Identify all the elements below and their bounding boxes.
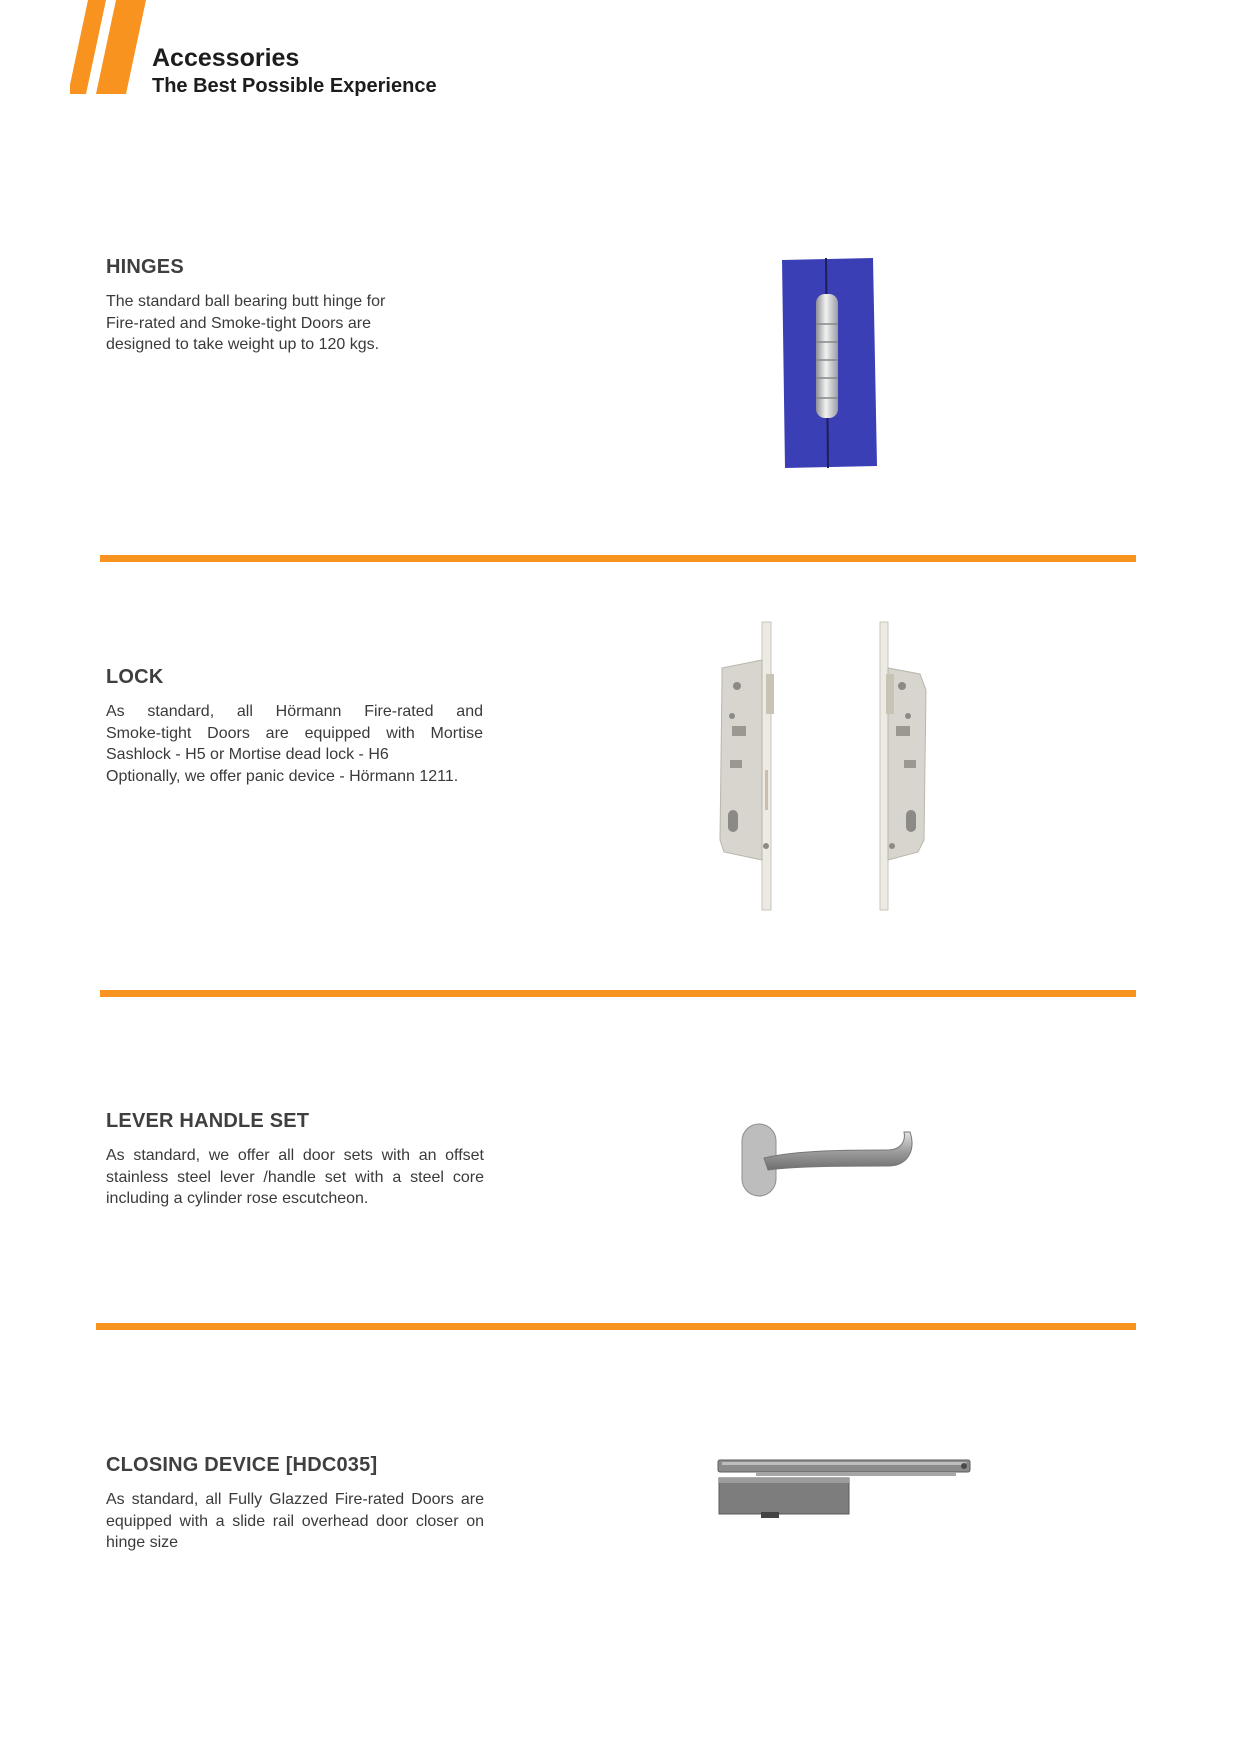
logo-stripes [70, 0, 150, 94]
hinges-title: HINGES [106, 256, 184, 278]
lever-handle-description: As standard, we offer all door sets with an offset stainless steel lever /handle set with a steel core including a cylinder rose escutcheon. [106, 1147, 484, 1207]
lever-handle-title: LEVER HANDLE SET [106, 1110, 310, 1132]
section-divider [96, 1323, 1136, 1330]
lever-handle-photo [738, 1120, 914, 1200]
section-divider [100, 555, 1136, 562]
page-subtitle: The Best Possible Experience [152, 75, 437, 97]
closing-device-description: As standard, all Fully Glazzed Fire-rated Doors are equipped with a slide rail overhead door closer on hinge size [106, 1491, 484, 1551]
hinges-description: The standard ball bearing butt hinge for Fire-rated and Smoke-tight Doors are designed to take weight up to 120 kgs. [106, 293, 386, 353]
door-closer-photo [716, 1458, 976, 1524]
lock-title: LOCK [106, 666, 164, 688]
mortise-lock-photo [712, 620, 932, 912]
section-divider [100, 990, 1136, 997]
closing-device-title: CLOSING DEVICE [HDC035] [106, 1454, 378, 1476]
page-title: Accessories [152, 44, 300, 72]
lock-description: As standard, all Hörmann Fire-rated and Smoke-tight Doors are equipped with Mortise Sashlock - H5 or Mortise dead lock - H6 Optionally, we offer panic device - Hörmann 1211. [106, 703, 483, 785]
hinge-photo [780, 258, 880, 470]
